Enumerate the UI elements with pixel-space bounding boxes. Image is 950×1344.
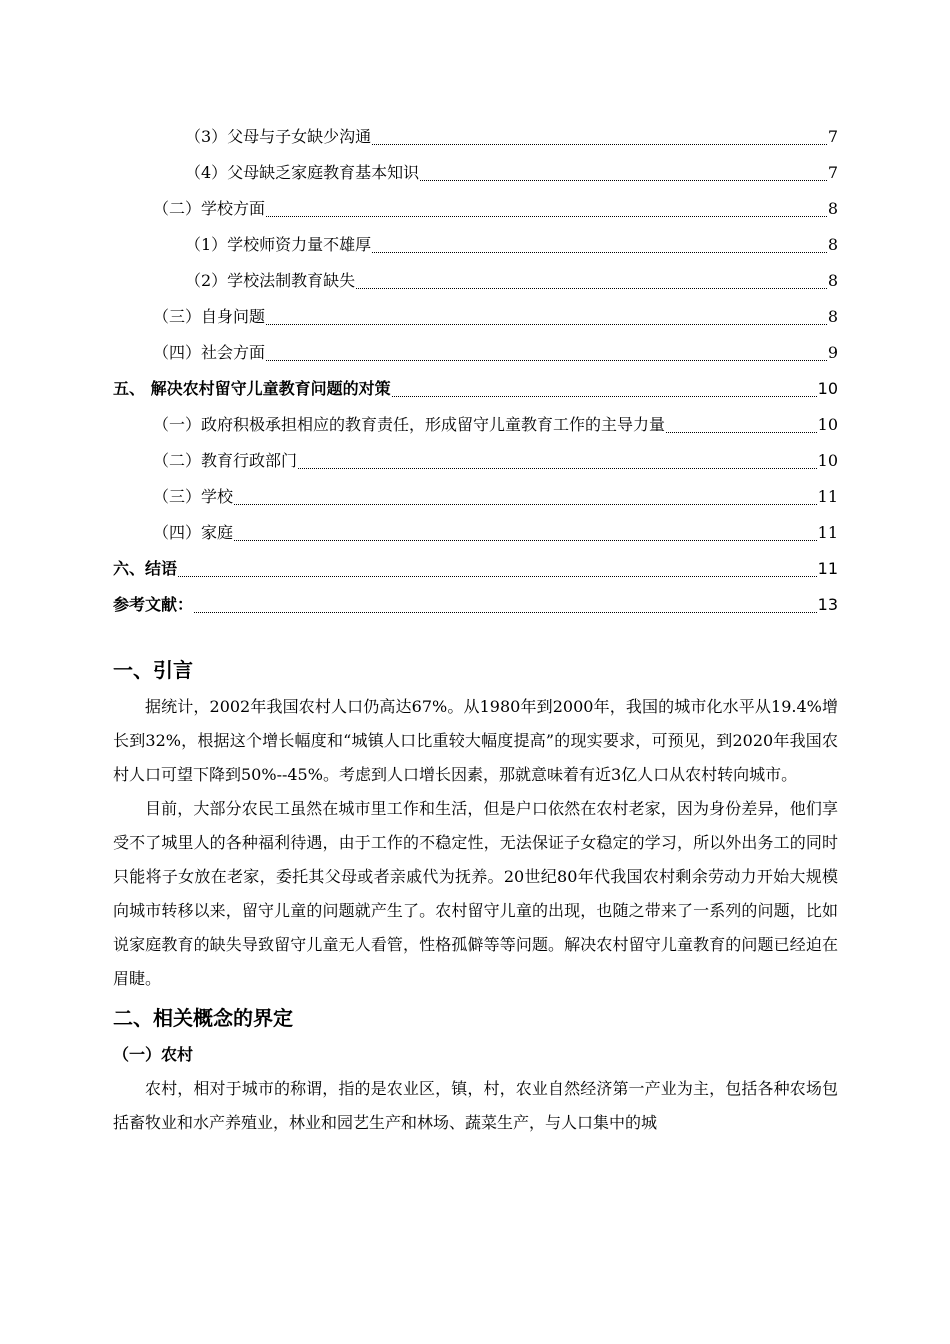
toc-dot-leader	[392, 396, 817, 397]
table-of-contents	[113, 119, 838, 623]
section-heading-introduction: 一、引言	[113, 658, 193, 682]
toc-entry[interactable]	[113, 335, 838, 371]
toc-entry-page-number: 7	[827, 163, 838, 182]
toc-entry-label: （二）教育行政部门	[153, 451, 298, 470]
toc-entry-label: （2）学校法制教育缺失	[185, 271, 356, 290]
toc-entry-label: （1）学校师资力量不雄厚	[185, 235, 372, 254]
toc-dot-leader	[234, 504, 817, 505]
toc-dot-leader	[372, 144, 827, 145]
toc-dot-leader	[178, 576, 817, 577]
toc-entry[interactable]	[113, 587, 838, 623]
toc-dot-leader	[666, 432, 817, 433]
toc-entry[interactable]	[113, 263, 838, 299]
toc-entry-label: （三）自身问题	[153, 307, 266, 326]
toc-dot-leader	[194, 612, 817, 613]
toc-entry-label: 五、 解决农村留守儿童教育问题的对策	[113, 379, 391, 398]
toc-dot-leader	[356, 288, 827, 289]
toc-entry-label: （3）父母与子女缺少沟通	[185, 127, 372, 146]
toc-entry-page-number: 13	[817, 595, 838, 614]
toc-entry[interactable]	[113, 119, 838, 155]
toc-dot-leader	[298, 468, 817, 469]
toc-entry-page-number: 8	[827, 199, 838, 218]
toc-entry-label: 参考文献：	[113, 595, 194, 614]
toc-entry[interactable]	[113, 515, 838, 551]
toc-entry-label: （4）父母缺乏家庭教育基本知识	[185, 163, 420, 182]
toc-entry[interactable]	[113, 407, 838, 443]
toc-entry-label: （四）家庭	[153, 523, 234, 542]
paragraph: 农村，相对于城市的称谓，指的是农业区，镇，村，农业自然经济第一产业为主，包括各种农场包括畜牧业和水产养殖业，林业和园艺生产和林场、蔬菜生产，与人口集中的城	[113, 1079, 838, 1132]
document-body	[113, 650, 838, 1140]
toc-dot-leader	[234, 540, 817, 541]
toc-entry[interactable]	[113, 443, 838, 479]
toc-entry-page-number: 11	[817, 487, 838, 506]
toc-entry-page-number: 8	[827, 307, 838, 326]
paragraph: 据统计，2002年我国农村人口仍高达67%。从1980年到2000年，我国的城市化水平从19.4%增长到32%，根据这个增长幅度和“城镇人口比重较大幅度提高”的现实要求，可预见，到2020年我国农村人口可望下降到50%--45%。考虑到人口增长因素，那就意味着有近3亿人口从农村转向城市。	[113, 697, 838, 784]
toc-entry-page-number: 10	[817, 451, 838, 470]
toc-entry-label: （二）学校方面	[153, 199, 266, 218]
toc-entry-page-number: 11	[817, 559, 838, 578]
toc-entry[interactable]	[113, 191, 838, 227]
toc-entry-page-number: 10	[817, 415, 838, 434]
toc-dot-leader	[266, 324, 827, 325]
toc-dot-leader	[266, 360, 827, 361]
toc-dot-leader	[266, 216, 827, 217]
toc-entry[interactable]	[113, 155, 838, 191]
toc-dot-leader	[420, 180, 827, 181]
subsection-heading-rural: （一）农村	[113, 1045, 194, 1064]
paragraph: 目前，大部分农民工虽然在城市里工作和生活，但是户口依然在农村老家，因为身份差异，他们享受不了城里人的各种福利待遇，由于工作的不稳定性，无法保证子女稳定的学习，所以外出务工的同时只能将子女放在老家，委托其父母或者亲戚代为抚养。20世纪80年代我国农村剩余劳动力开始大规模向城市转移以来，留守儿童的问题就产生了。农村留守儿童的出现，也随之带来了一系列的问题，比如说家庭教育的缺失导致留守儿童无人看管，性格孤僻等等问题。解决农村留守儿童教育的问题已经迫在眉睫。	[113, 799, 838, 988]
toc-entry[interactable]	[113, 551, 838, 587]
toc-entry[interactable]	[113, 299, 838, 335]
toc-entry-page-number: 8	[827, 235, 838, 254]
toc-dot-leader	[372, 252, 827, 253]
toc-entry-label: 六、结语	[113, 559, 178, 578]
toc-entry-label: （一）政府积极承担相应的教育责任，形成留守儿童教育工作的主导力量	[153, 415, 666, 434]
toc-entry-page-number: 9	[827, 343, 838, 362]
toc-entry-label: （四）社会方面	[153, 343, 266, 362]
toc-entry-label: （三）学校	[153, 487, 234, 506]
toc-entry[interactable]	[113, 371, 838, 407]
toc-entry[interactable]	[113, 227, 838, 263]
toc-entry-page-number: 10	[817, 379, 838, 398]
toc-entry-page-number: 7	[827, 127, 838, 146]
toc-entry-page-number: 8	[827, 271, 838, 290]
section-heading-concepts: 二、相关概念的界定	[113, 1006, 293, 1030]
toc-entry-page-number: 11	[817, 523, 838, 542]
toc-entry[interactable]	[113, 479, 838, 515]
